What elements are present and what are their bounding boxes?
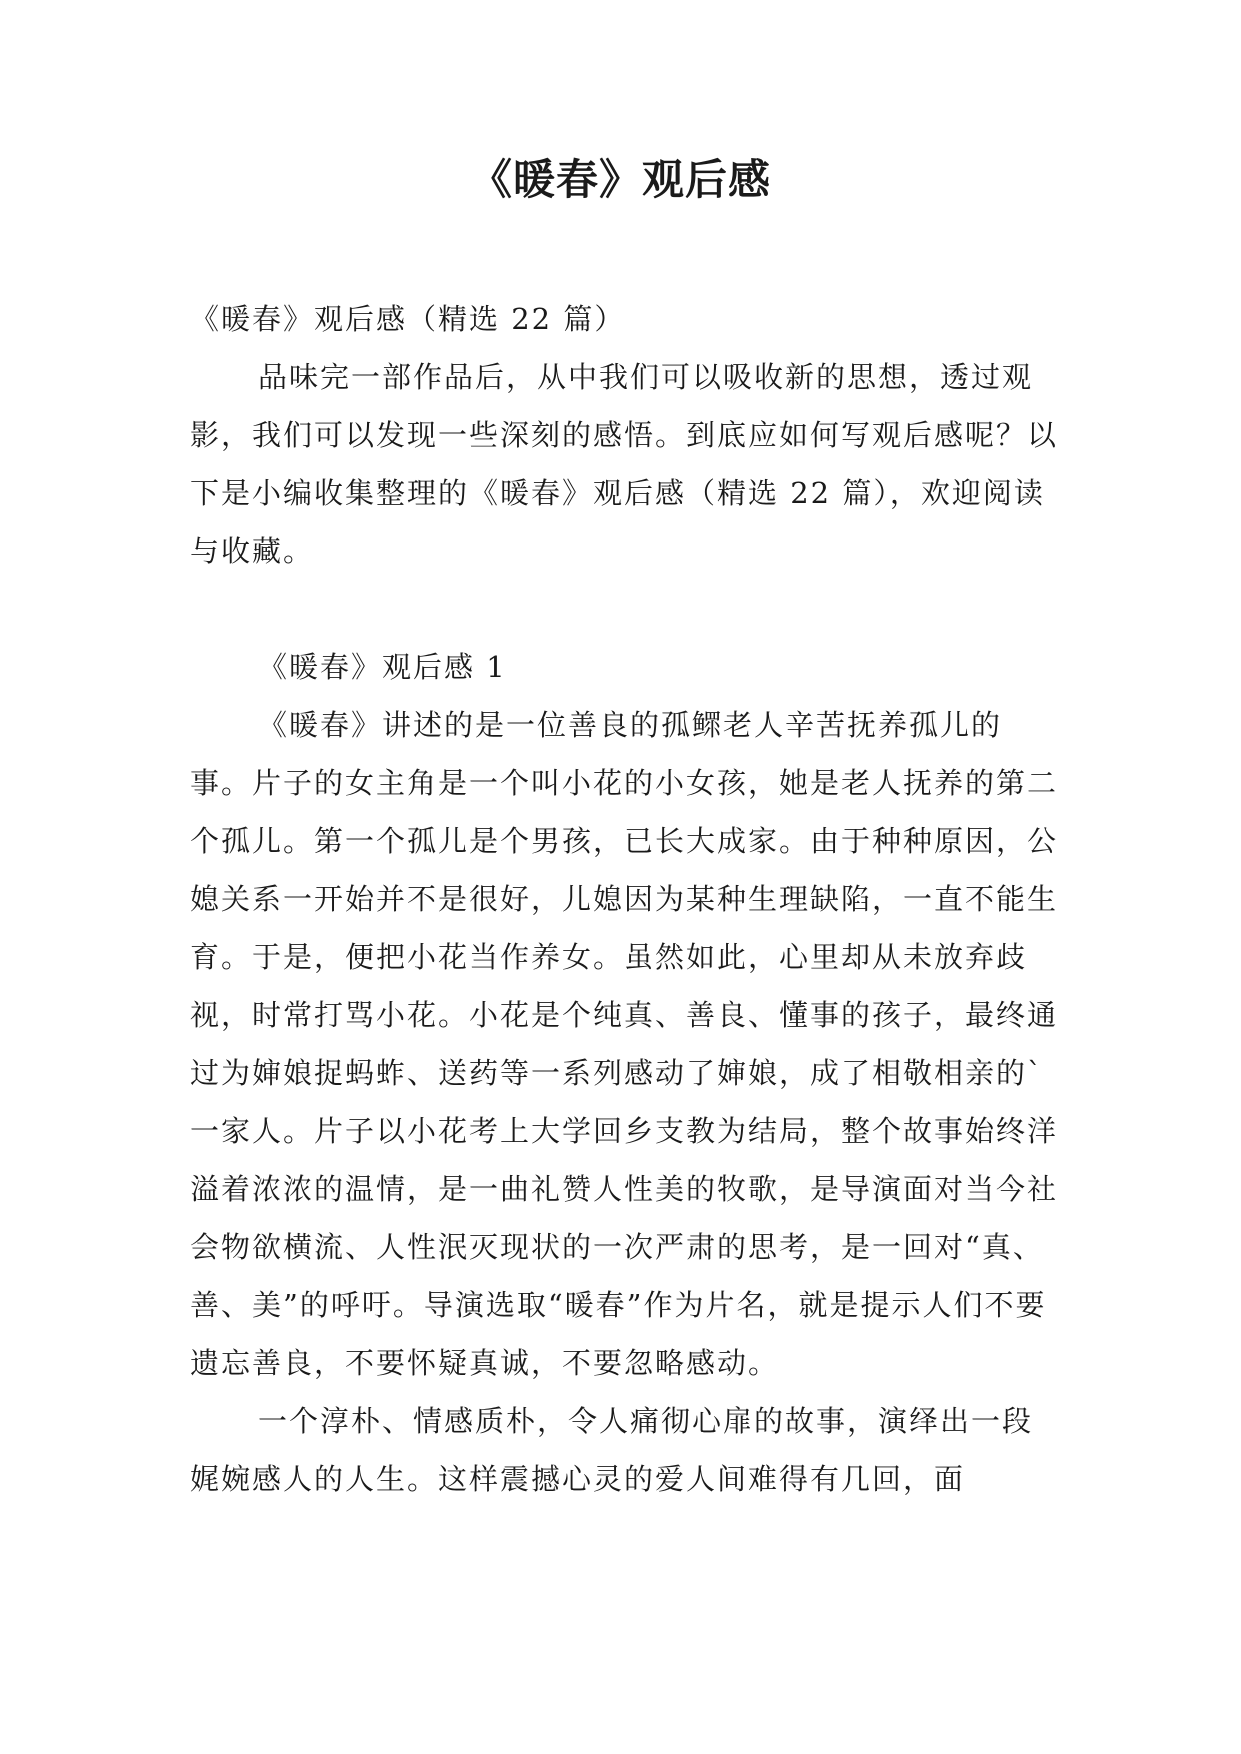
intro-paragraph: 品味完一部作品后，从中我们可以吸收新的思想，透过观影，我们可以发现一些深刻的感悟。到底应如何写观后感呢？以下是小编收集整理的《暖春》观后感（精选 22 篇），欢迎阅读与收藏。 — [190, 360, 1059, 568]
section-heading: 《暖春》观后感 1 — [258, 650, 507, 684]
document-subtitle: 《暖春》观后感（精选 22 篇） — [190, 302, 626, 336]
document-title: 《暖春》观后感 — [469, 155, 771, 204]
document-body — [190, 290, 1060, 1508]
body-paragraph-2: 一个淳朴、情感质朴，令人痛彻心扉的故事，演绎出一段娓婉感人的人生。这样震撼心灵的爱人间难得有几回，面 — [190, 1404, 1034, 1496]
paragraph-spacer — [190, 580, 1060, 638]
body-paragraph-1: 《暖春》讲述的是一位善良的孤鳏老人辛苦抚养孤儿的事。片子的女主角是一个叫小花的小女孩，她是老人抚养的第二个孤儿。第一个孤儿是个男孩，已长大成家。由于种种原因，公媳关系一开始并不是很好，儿媳因为某种生理缺陷，一直不能生育。于是，便把小花当作养女。虽然如此，心里却从未放弃歧视，时常打骂小花。小花是个纯真、善良、懂事的孩子，最终通过为婶娘捉蚂蚱、送药等一系列感动了婶娘，成了相敬相亲的`一家人。片子以小花考上大学回乡支教为结局，整个故事始终洋溢着浓浓的温情，是一曲礼赞人性美的牧歌，是导演面对当今社会物欲横流、人性泯灭现状的一次严肃的思考，是一回对“真、善、美”的呼吁。导演选取“暖春”作为片名，就是提示人们不要遗忘善良，不要怀疑真诚，不要忽略感动。 — [190, 708, 1059, 1380]
